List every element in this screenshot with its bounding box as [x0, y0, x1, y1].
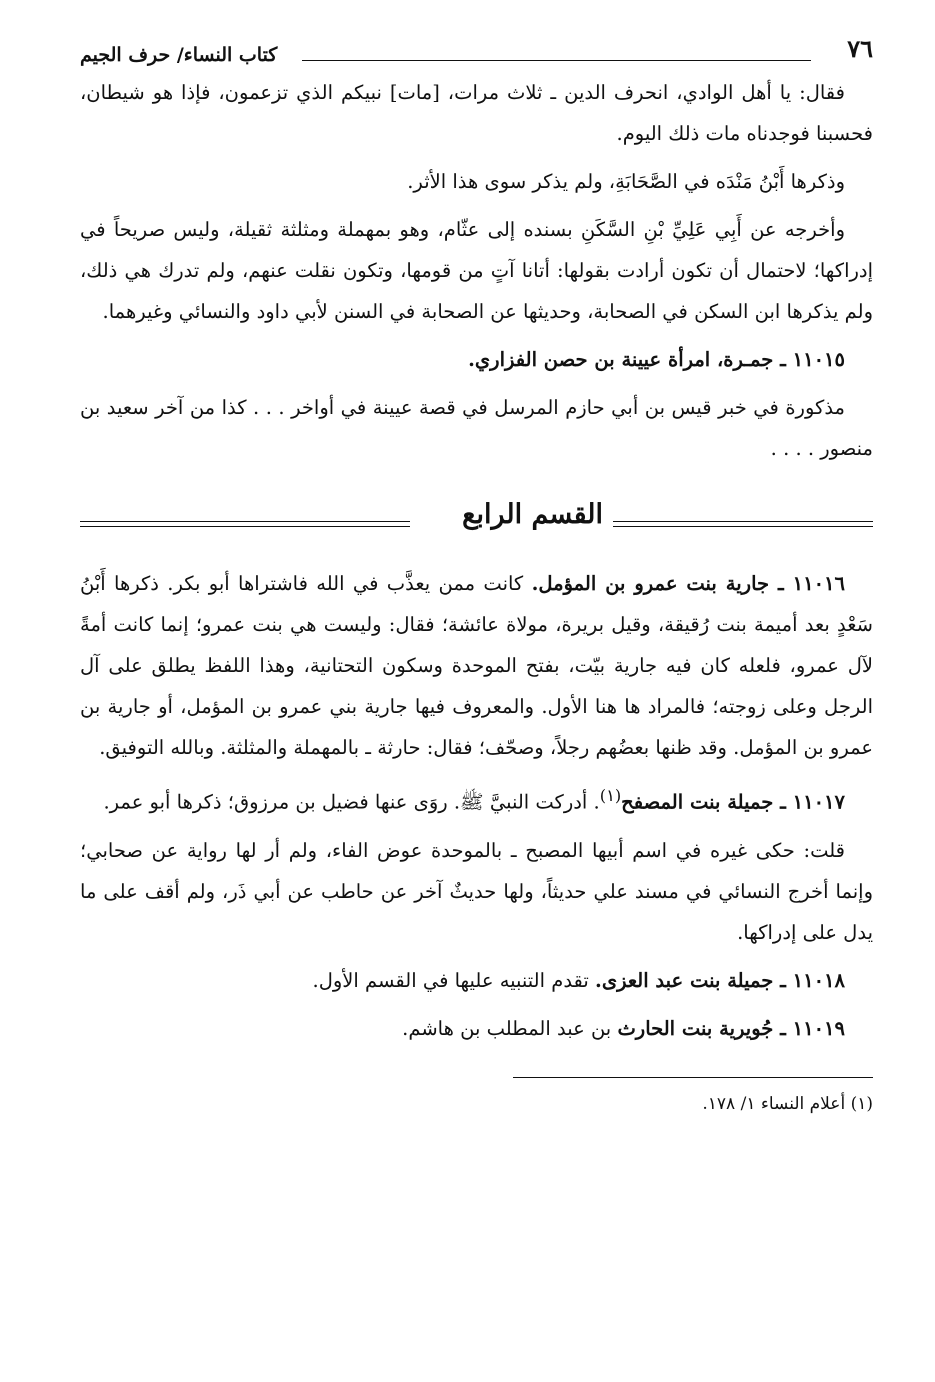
paragraph-2: وذكرها أَبْنُ مَنْدَه في الصَّحَابَةِ، ولم يذكر سوى هذا الأثر. — [407, 170, 845, 193]
section-title: القسم الرابع — [462, 499, 603, 530]
entry-11015-body: مذكورة في خبر قيس بن أبي حازم المرسل في قصة عيينة في أواخر . . . كذا من آخر سعيد بن منصور . . . . — [80, 396, 873, 460]
running-title: كتاب النساء/ حرف الجيم — [80, 44, 278, 66]
page-number: ٧٦ — [847, 34, 873, 63]
paragraph-3: وأخرجه عن أَبِي عَلِيِّ بْنِ السَّكَنِ بسنده إلى عثّام، وهو بمهملة ومثلثة ثقيلة، وليس صريحاً في إدراكها؛ لاحتمال أن تكون أرادت بقولها: أتانا آتٍ من قومها، وتكون نقلت عنهم، ولم تدرك هي ذلك، ولم يذكرها ابن السكن في الصحابة، وحديثها عن الصحابة في السنن لأبي داود والنسائي وغيرهما. — [80, 218, 873, 323]
section-rule-left — [80, 521, 410, 527]
footnote-ref[interactable]: (١) — [599, 786, 622, 805]
entry-11015-head — [80, 339, 873, 380]
footnote: (١) أعلام النساء ١/ ١٧٨. — [702, 1093, 873, 1114]
entry-11017 — [80, 775, 873, 823]
entry-11018 — [80, 960, 873, 1001]
paragraph-1: فقال: يا أهل الوادي، انحرف الدين ـ ثلاث مرات، [مات] نبيكم الذي تزعمون، فإذا هو شيطان، فحسبنا فوجدناه مات ذلك اليوم. — [80, 81, 873, 145]
running-header — [80, 28, 873, 72]
entry-11017-body: . أدركت النبيَّ ﷺ. روَى عنها فضيل بن مرزوق؛ ذكرها أبو عمر. — [103, 790, 600, 814]
entry-11018-title: ١١٠١٨ ـ جميلة بنت عبد العزى. — [595, 968, 845, 992]
section-rule-right — [613, 521, 873, 527]
entry-11016-title: ١١٠١٦ ـ جارية بنت عمرو بن المؤمل. — [531, 572, 845, 595]
section-heading — [80, 495, 873, 551]
qultu-paragraph: قلت: حكى غيره في اسم أبيها المصبح ـ بالموحدة عوض الفاء، ولم أر لها رواية عن صحابي؛ وإنما أخرج النسائي في مسند علي حديثاً، ولها حديثٌ آخر عن حاطب عن أبي ذَر، ولم أقف على ما يدل على إدراكها. — [80, 838, 873, 944]
header-rule — [302, 60, 811, 61]
entry-11019-title: ١١٠١٩ ـ جُويرية بنت الحارث — [617, 1016, 845, 1040]
footnote-rule — [513, 1077, 873, 1078]
entry-11018-body: تقدم التنبيه عليها في القسم الأول. — [312, 968, 589, 992]
entry-11017-title: ١١٠١٧ ـ جميلة بنت المصفح — [621, 790, 845, 814]
entry-11019-body: بن عبد المطلب بن هاشم. — [402, 1016, 612, 1040]
entry-11016 — [80, 563, 873, 768]
entry-11016-body: كانت ممن يعذَّب في الله فاشتراها أبو بكر. ذكرها أَبْنُ سَعْدٍ بعد أميمة بنت رُقيقة، وقيل بريرة، مولاة عائشة؛ فقال: وليست هي بنت عمرو؛ إنما كانت أمةً لآل عمرو، فلعله كان فيه جارية بيّت، بفتح الموحدة وسكون التحتانية، وهذا اللفظ يطلق على آل الرجل وعلى زوجته؛ فالمراد ها هنا الأول. والمعروف فيها جارية بني عمرو بن المؤمل، أو جارية بن عمرو بن المؤمل. وقد ظنها بعضُهم رجلاً، وصحّف؛ فقال: حارثة ـ بالمهملة والمثلثة. وبالله التوفيق. — [80, 572, 873, 759]
document-page — [80, 28, 873, 1118]
entry-11015-title: ١١٠١٥ ـ جمـرة، امرأة عيينة بن حصن الفزاري. — [468, 348, 845, 371]
entry-11019 — [80, 1008, 873, 1049]
